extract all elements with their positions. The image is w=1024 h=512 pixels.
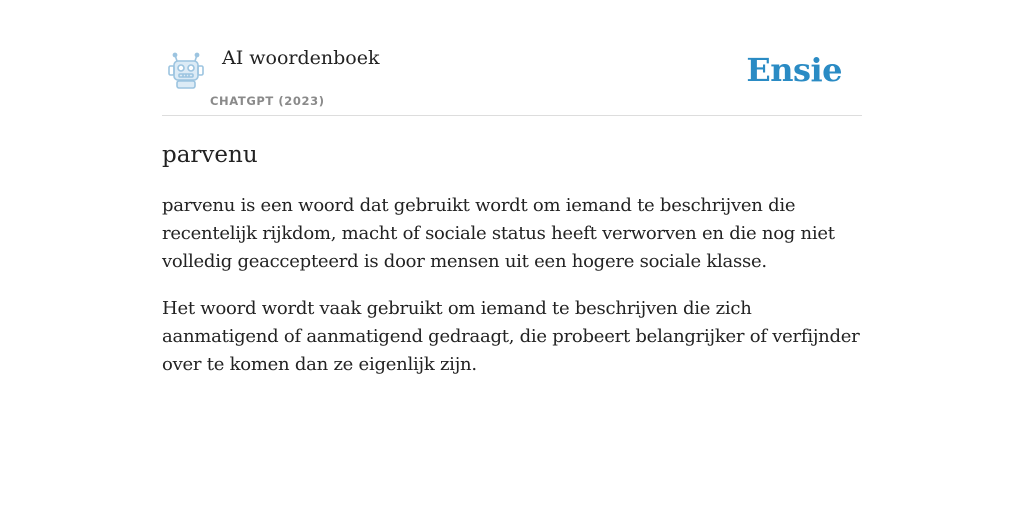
- site-header: [162, 44, 862, 116]
- page-container: [162, 0, 862, 379]
- site-title[interactable]: AI woordenboek: [222, 47, 380, 69]
- definition-paragraph: Het woord wordt vaak gebruikt om iemand te beschrijven die zich aanmatigend of aanmatigend gedraagt, die probeert belangrijker of verfijnder over te komen dan ze eigenlijk zijn.: [162, 298, 860, 375]
- robot-icon: [166, 52, 206, 92]
- entry-term: parvenu: [162, 142, 258, 168]
- definition-paragraph: parvenu is een woord dat gebruikt wordt om iemand te beschrijven die recentelijk rijkdom, macht of sociale status heeft verworven en die nog niet volledig geaccepteerd is door mensen uit een hogere sociale klasse.: [162, 195, 835, 272]
- site-subtitle: CHATGPT (2023): [210, 94, 325, 108]
- brand-logo[interactable]: Ensie: [746, 51, 842, 89]
